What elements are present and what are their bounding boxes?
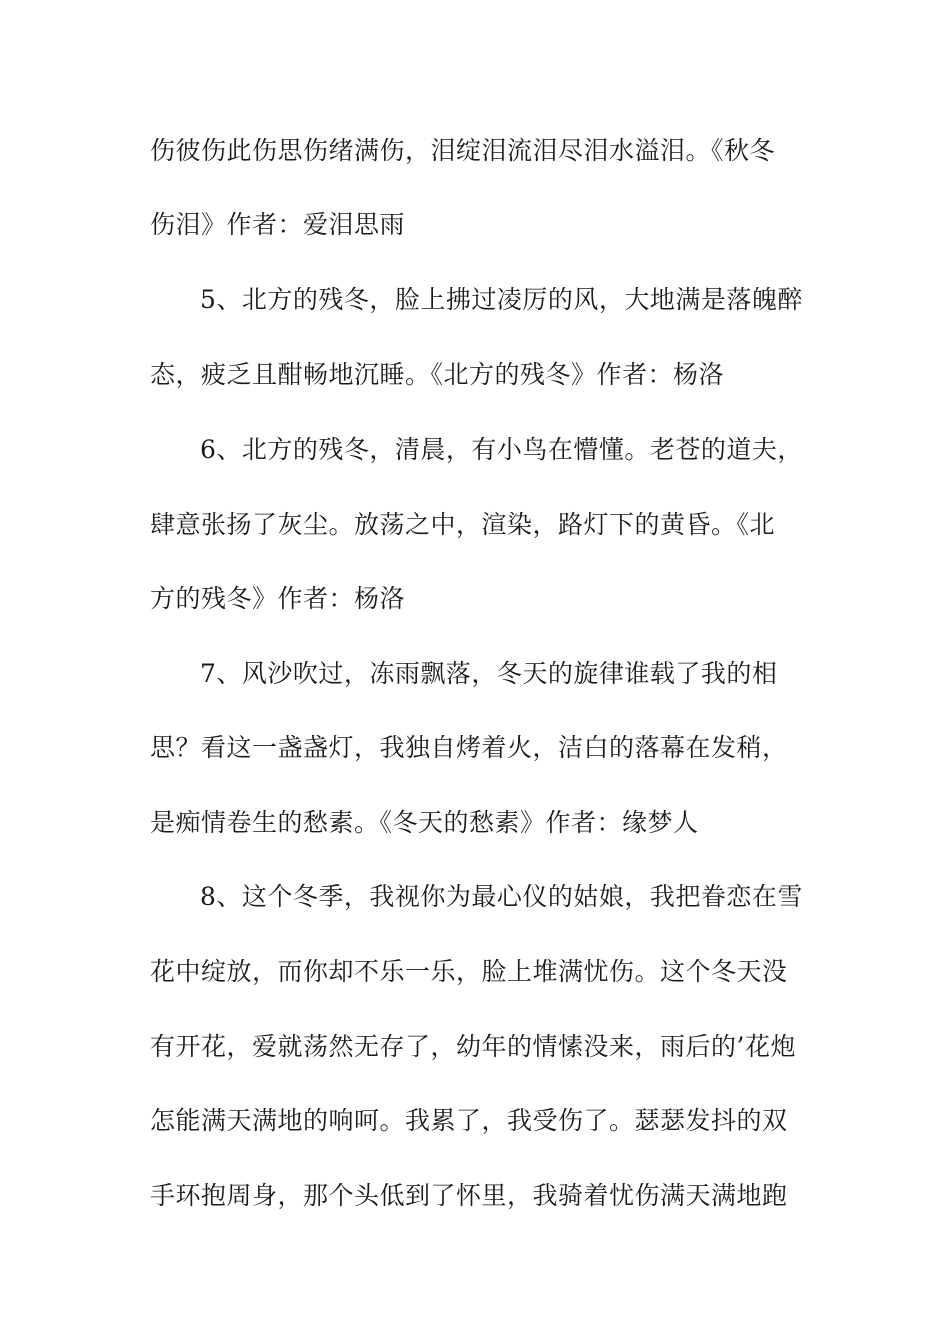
paragraph-7-start: 7、风沙吹过，冻雨飘落，冬天的旋律谁载了我的相 [200,659,778,688]
text-line: 思？看这一盏盏灯，我独自烤着火，洁白的落幕在发稍， [150,733,788,762]
text-line: 方的残冬》作者：杨洛 [150,584,406,613]
text-line: 态，疲乏且酣畅地沉睡。《北方的残冬》作者：杨洛 [150,360,725,389]
text-line: 怎能满天满地的响呵。我累了，我受伤了。瑟瑟发抖的双 [150,1106,788,1135]
paragraph-8-start: 8、这个冬季，我视你为最心仪的姑娘，我把眷恋在雪 [200,882,803,911]
text-line: 伤彼伤此伤思伤绪满伤，泪绽泪流泪尽泪水溢泪。《秋冬 [150,136,776,165]
paragraph-6-start: 6、北方的残冬，清晨，有小鸟在懵懂。老苍的道夫， [200,435,803,464]
text-line: 是痴情卷生的愁素。《冬天的愁素》作者：缘梦人 [150,808,699,837]
text-line: 伤泪》作者：爱泪思雨 [150,210,406,239]
text-line: 手环抱周身，那个头低到了怀里，我骑着忧伤满天满地跑 [150,1181,788,1210]
text-line: 有开花，爱就荡然无存了，幼年的情愫没来，雨后的’花炮 [150,1032,796,1061]
text-line: 花中绽放，而你却不乐一乐，脸上堆满忧伤。这个冬天没 [150,957,788,986]
text-line: 肆意张扬了灰尘。放荡之中，渲染，路灯下的黄昏。《北 [150,510,776,539]
paragraph-5-start: 5、北方的残冬，脸上拂过凌厉的风，大地满是落魄醉 [200,285,803,314]
